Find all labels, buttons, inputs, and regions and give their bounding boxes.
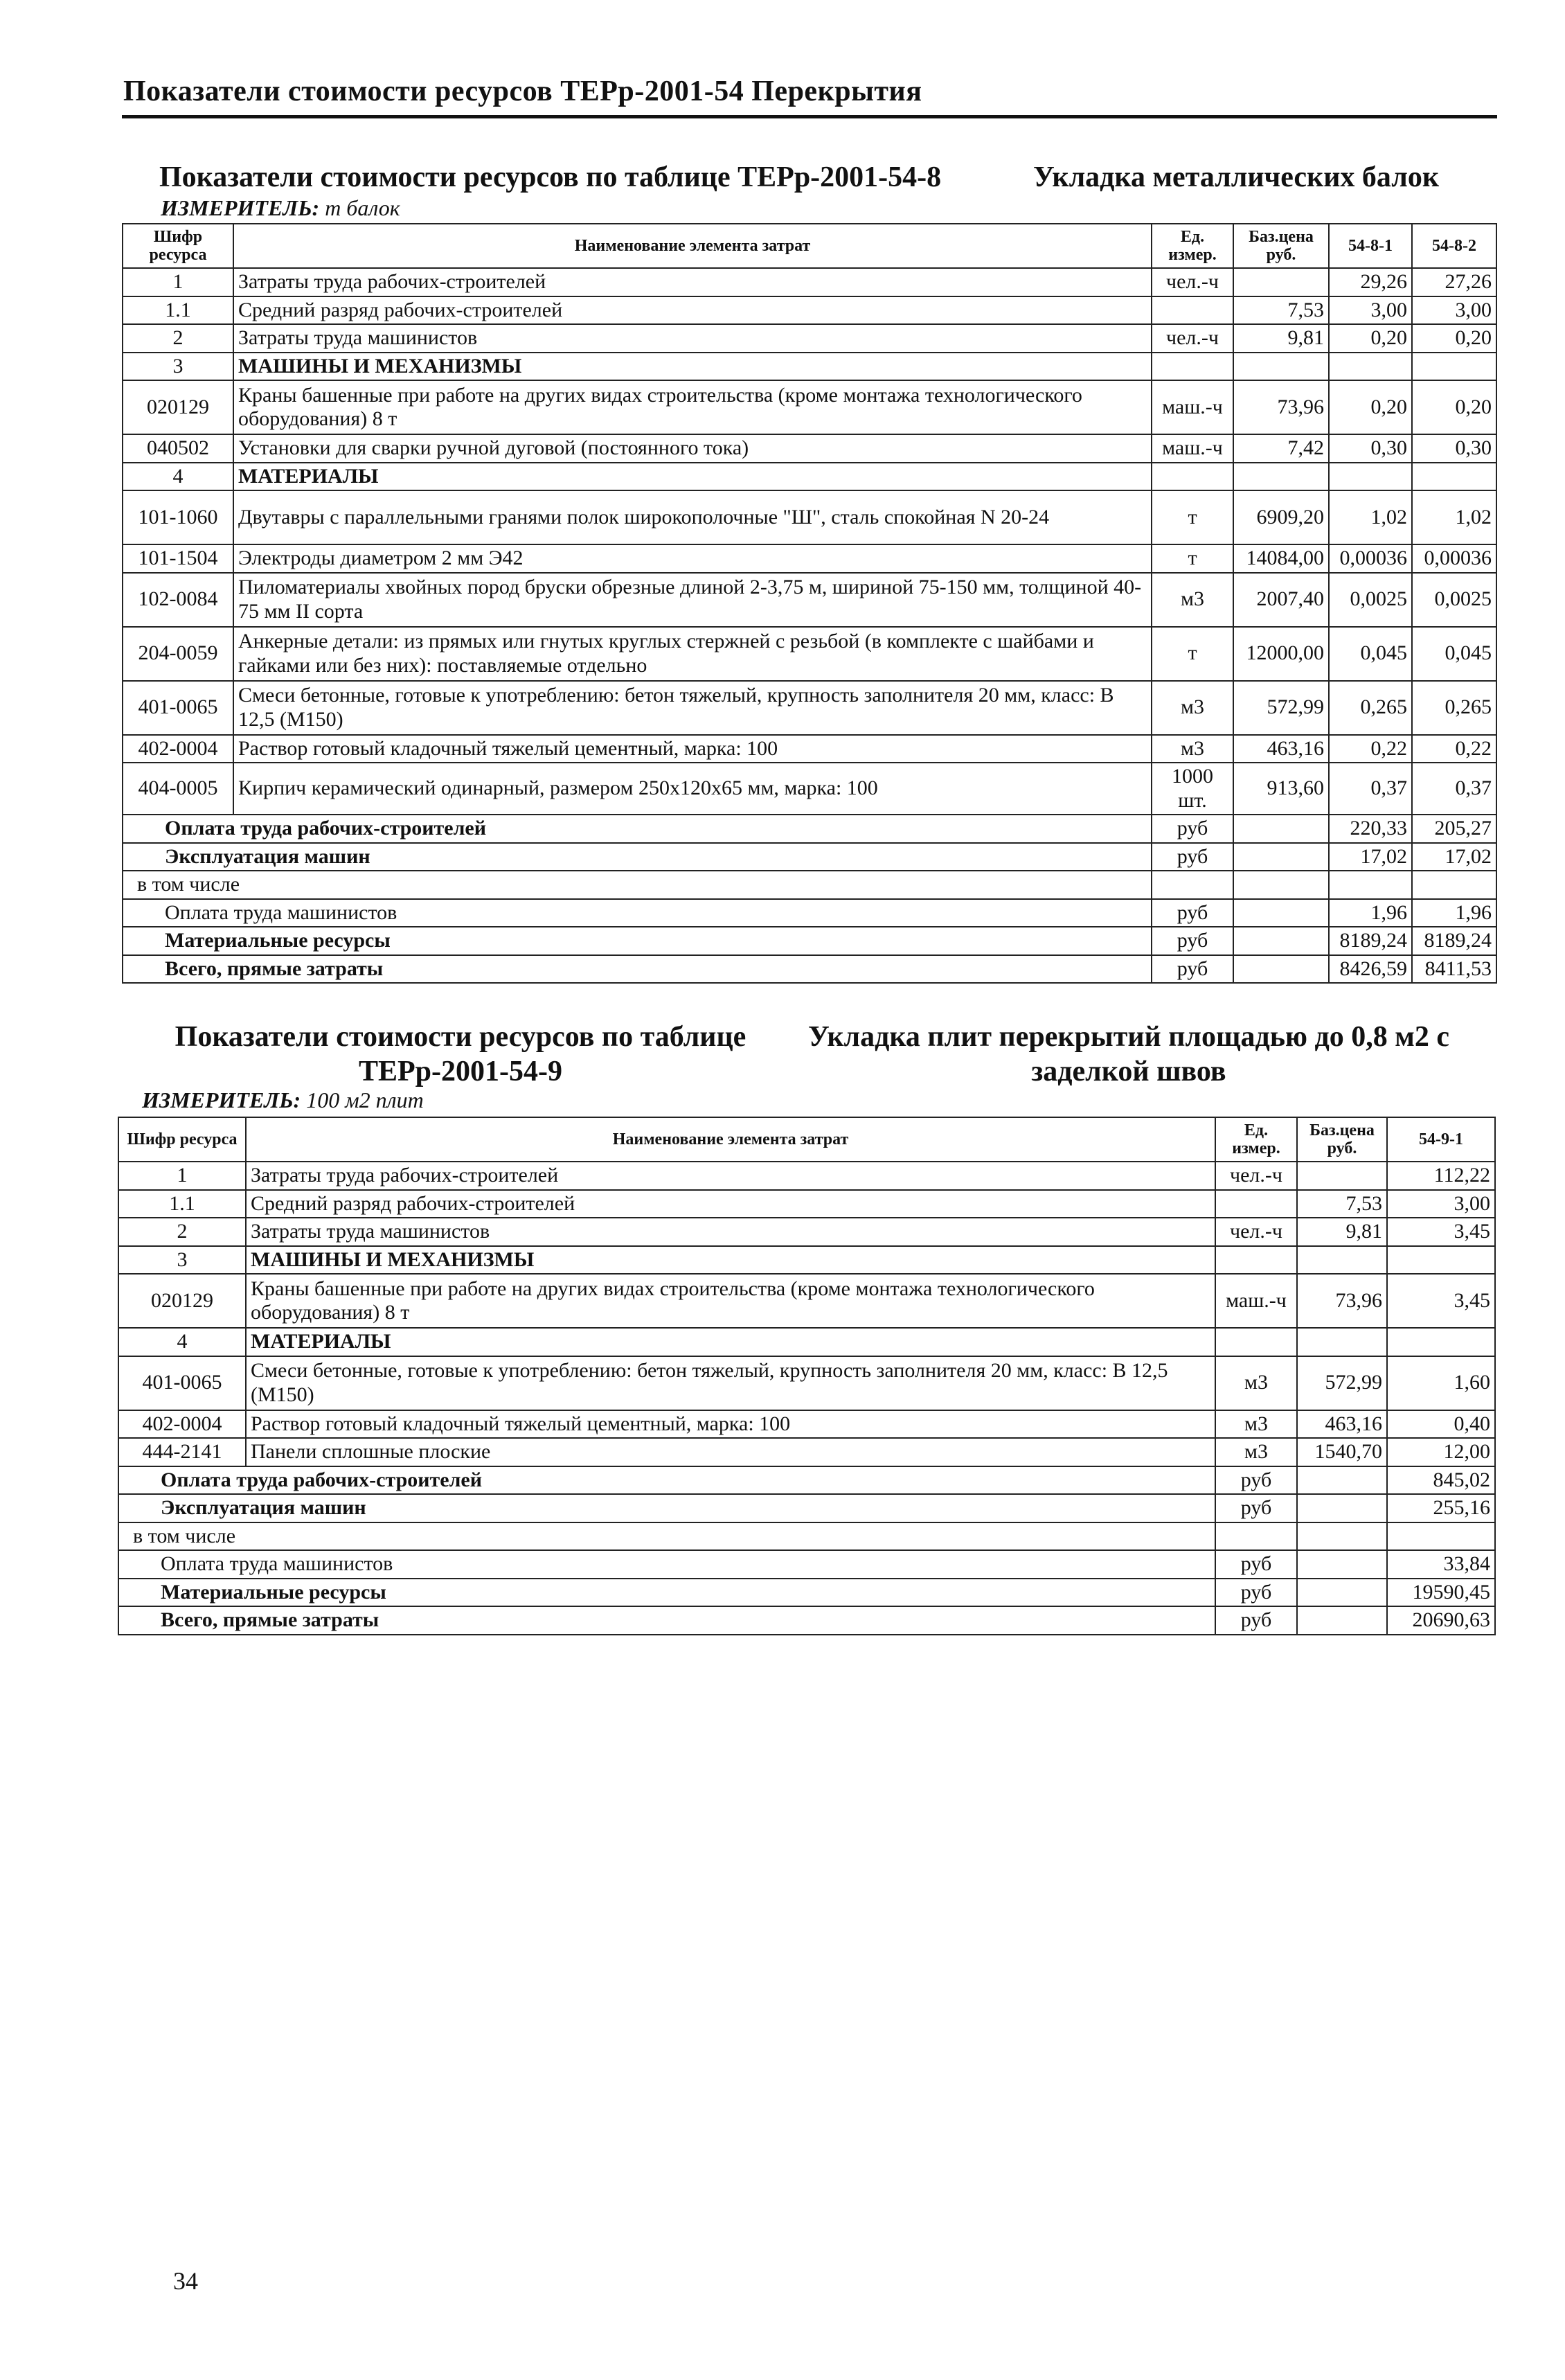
base-price [1233,463,1329,491]
cost-element-name: Анкерные детали: из прямых или гнутых круглых стержней с резьбой (в комплекте с шайбами и гайками или без них): поставляемые отдельно [233,627,1152,681]
norm-value: 29,26 [1329,268,1412,296]
cost-element-name: Краны башенные при работе на других видах строительства (кроме монтажа технологического оборудования) 8 т [246,1274,1215,1328]
summary-label: Оплата труда машинистов [118,1550,1215,1579]
table-row [118,1246,1495,1275]
resource-table-54-8 [122,223,1497,984]
cost-element-name: МАТЕРИАЛЫ [246,1328,1215,1356]
unit-of-measure: чел.-ч [1215,1218,1297,1246]
table-row [118,1328,1495,1356]
summary-value: 255,16 [1387,1494,1495,1522]
summary-unit: руб [1215,1550,1297,1579]
table-row [123,434,1496,463]
measure-label: ИЗМЕРИТЕЛЬ: [142,1087,301,1112]
summary-label: Оплата труда рабочих-строителей [123,815,1152,843]
summary-row [118,1466,1495,1495]
summary-label: Всего, прямые затраты [123,955,1152,984]
summary-value: 17,02 [1412,843,1496,871]
summary-row [123,927,1496,955]
summary-row [118,1550,1495,1579]
cost-element-name: Смеси бетонные, готовые к употреблению: бетон тяжелый, крупность заполнителя 20 мм, класс: В 12,5 (М150) [246,1356,1215,1410]
summary-value: 19590,45 [1387,1579,1495,1607]
base-price: 73,96 [1297,1274,1387,1328]
table-row [123,735,1496,763]
summary-value: 205,27 [1412,815,1496,843]
unit-of-measure: т [1152,627,1233,681]
cost-element-name: Электроды диаметром 2 мм Э42 [233,544,1152,573]
table-row [123,544,1496,573]
summary-label: Оплата труда машинистов [123,899,1152,927]
norm-value: 0,265 [1412,681,1496,735]
table-row [118,1190,1495,1218]
summary-unit: руб [1215,1466,1297,1495]
summary-label: Материальные ресурсы [123,927,1152,955]
norm-value: 0,20 [1412,380,1496,434]
norm-value: 1,60 [1387,1356,1495,1410]
column-header: Баз.цена руб. [1233,224,1329,268]
norm-value: 3,45 [1387,1218,1495,1246]
norm-value: 0,045 [1412,627,1496,681]
table-row [123,573,1496,627]
base-price [1233,268,1329,296]
summary-row [118,1494,1495,1522]
norm-value: 12,00 [1387,1438,1495,1466]
table-row [118,1162,1495,1190]
table-row [123,268,1496,296]
unit-of-measure: т [1152,544,1233,573]
resource-code: 3 [118,1246,246,1275]
table-row [123,763,1496,815]
unit-of-measure: 1000 шт. [1152,763,1233,815]
summary-empty-cell [1233,899,1329,927]
resource-code: 1 [118,1162,246,1190]
resource-code: 402-0004 [118,1410,246,1439]
summary-unit: руб [1152,843,1233,871]
summary-row [123,899,1496,927]
base-price: 913,60 [1233,763,1329,815]
cost-element-name: Затраты труда машинистов [246,1218,1215,1246]
summary-value: 845,02 [1387,1466,1495,1495]
column-header: Шифр ресурса [118,1117,246,1162]
summary-value: 220,33 [1329,815,1412,843]
summary-value: 33,84 [1387,1550,1495,1579]
summary-unit [1215,1522,1297,1551]
resource-code: 2 [123,324,233,353]
section-1-subtitle: Укладка металлических балок [1033,161,1440,193]
summary-empty-cell [1297,1494,1387,1522]
unit-of-measure: чел.-ч [1215,1162,1297,1190]
cost-element-name: Установки для сварки ручной дуговой (постоянного тока) [233,434,1152,463]
summary-value [1329,871,1412,899]
column-header: Шифр ресурса [123,224,233,268]
summary-unit: руб [1152,955,1233,984]
summary-label: Эксплуатация машин [118,1494,1215,1522]
section-1-title: Показатели стоимости ресурсов по таблице ТЕРр-2001-54-8 [159,161,942,193]
summary-unit: руб [1215,1579,1297,1607]
section-2-title [149,1020,772,1090]
summary-unit [1152,871,1233,899]
norm-value: 0,30 [1329,434,1412,463]
base-price: 1540,70 [1297,1438,1387,1466]
measure-value: т балок [325,195,400,220]
base-price: 572,99 [1233,681,1329,735]
measure-value: 100 м2 плит [306,1087,424,1112]
unit-of-measure: м3 [1152,573,1233,627]
summary-value: 20690,63 [1387,1606,1495,1635]
base-price: 73,96 [1233,380,1329,434]
summary-empty-cell [1233,955,1329,984]
table-header-row [118,1117,1495,1162]
cost-element-name: Панели сплошные плоские [246,1438,1215,1466]
base-price: 7,42 [1233,434,1329,463]
resource-code: 402-0004 [123,735,233,763]
table-row [123,627,1496,681]
norm-value: 0,265 [1329,681,1412,735]
resource-code: 401-0065 [118,1356,246,1410]
summary-row [123,955,1496,984]
table-row [123,681,1496,735]
summary-value: 8189,24 [1412,927,1496,955]
table-row [123,490,1496,544]
table-row [123,324,1496,353]
base-price: 12000,00 [1233,627,1329,681]
cost-element-name: Средний разряд рабочих-строителей [233,296,1152,325]
column-header: 54-8-2 [1412,224,1496,268]
norm-value [1412,353,1496,381]
unit-of-measure [1215,1190,1297,1218]
norm-value: 0,40 [1387,1410,1495,1439]
norm-value: 27,26 [1412,268,1496,296]
summary-unit: руб [1152,815,1233,843]
table-row [123,353,1496,381]
summary-empty-cell [1233,927,1329,955]
unit-of-measure: маш.-ч [1152,434,1233,463]
resource-code: 404-0005 [123,763,233,815]
section-1-measure [161,195,400,221]
cost-element-name: МАТЕРИАЛЫ [233,463,1152,491]
summary-unit: руб [1215,1494,1297,1522]
resource-code: 2 [118,1218,246,1246]
norm-value: 0,22 [1412,735,1496,763]
summary-unit: руб [1152,927,1233,955]
column-header: Ед. измер. [1152,224,1233,268]
norm-value: 0,00036 [1329,544,1412,573]
summary-label: Эксплуатация машин [123,843,1152,871]
norm-value: 0,0025 [1412,573,1496,627]
section-2-measure [142,1087,424,1113]
cost-element-name: Раствор готовый кладочный тяжелый цементный, марка: 100 [246,1410,1215,1439]
header-rule [122,115,1497,118]
unit-of-measure: маш.-ч [1152,380,1233,434]
base-price: 7,53 [1233,296,1329,325]
summary-row [118,1522,1495,1551]
table-row [118,1410,1495,1439]
table-row [118,1218,1495,1246]
summary-value [1387,1522,1495,1551]
unit-of-measure: м3 [1152,681,1233,735]
base-price [1297,1246,1387,1275]
norm-value: 3,45 [1387,1274,1495,1328]
norm-value [1329,463,1412,491]
cost-element-name: Средний разряд рабочих-строителей [246,1190,1215,1218]
summary-value: 8426,59 [1329,955,1412,984]
base-price: 463,16 [1233,735,1329,763]
norm-value: 3,00 [1387,1190,1495,1218]
column-header: Наименование элемента затрат [246,1117,1215,1162]
resource-code: 040502 [123,434,233,463]
measure-label: ИЗМЕРИТЕЛЬ: [161,195,320,220]
norm-value: 3,00 [1329,296,1412,325]
summary-row [118,1606,1495,1635]
resource-code: 4 [118,1328,246,1356]
cost-element-name: Кирпич керамический одинарный, размером 250x120x65 мм, марка: 100 [233,763,1152,815]
norm-value [1387,1328,1495,1356]
table-row [123,380,1496,434]
summary-empty-cell [1297,1522,1387,1551]
unit-of-measure: маш.-ч [1215,1274,1297,1328]
base-price: 6909,20 [1233,490,1329,544]
table-row [118,1356,1495,1410]
unit-of-measure: чел.-ч [1152,268,1233,296]
unit-of-measure: м3 [1215,1438,1297,1466]
summary-row [123,871,1496,899]
unit-of-measure [1215,1246,1297,1275]
resource-code: 204-0059 [123,627,233,681]
table-row [123,296,1496,325]
table-row [118,1438,1495,1466]
unit-of-measure [1152,353,1233,381]
cost-element-name: Затраты труда рабочих-строителей [233,268,1152,296]
resource-code: 3 [123,353,233,381]
resource-code: 444-2141 [118,1438,246,1466]
base-price: 572,99 [1297,1356,1387,1410]
summary-value: 8411,53 [1412,955,1496,984]
cost-element-name: Смеси бетонные, готовые к употреблению: бетон тяжелый, крупность заполнителя 20 мм, класс: В 12,5 (М150) [233,681,1152,735]
norm-value: 0,20 [1329,380,1412,434]
norm-value: 0,37 [1329,763,1412,815]
summary-empty-cell [1233,843,1329,871]
unit-of-measure: м3 [1215,1356,1297,1410]
running-header: Показатели стоимости ресурсов ТЕРр-2001-54 Перекрытия [123,76,922,107]
column-header: Наименование элемента затрат [233,224,1152,268]
base-price: 2007,40 [1233,573,1329,627]
summary-empty-cell [1297,1466,1387,1495]
norm-value: 112,22 [1387,1162,1495,1190]
norm-value: 1,02 [1329,490,1412,544]
summary-value [1412,871,1496,899]
base-price: 7,53 [1297,1190,1387,1218]
norm-value: 3,00 [1412,296,1496,325]
unit-of-measure [1152,296,1233,325]
summary-empty-cell [1297,1550,1387,1579]
norm-value: 0,0025 [1329,573,1412,627]
summary-label: в том числе [123,871,1152,899]
summary-unit: руб [1152,899,1233,927]
unit-of-measure: м3 [1152,735,1233,763]
resource-code: 020129 [123,380,233,434]
norm-value: 0,20 [1329,324,1412,353]
summary-empty-cell [1297,1579,1387,1607]
resource-code: 102-0084 [123,573,233,627]
norm-value: 0,37 [1412,763,1496,815]
summary-label: в том числе [118,1522,1215,1551]
summary-row [123,843,1496,871]
resource-code: 4 [123,463,233,491]
column-header: Ед. измер. [1215,1117,1297,1162]
section-2-subtitle-text: Укладка плит перекрытий площадью до 0,8 м2 с заделкой швов [807,1021,1450,1088]
cost-element-name: МАШИНЫ И МЕХАНИЗМЫ [246,1246,1215,1275]
base-price [1297,1328,1387,1356]
norm-value: 0,00036 [1412,544,1496,573]
resource-code: 1.1 [118,1190,246,1218]
unit-of-measure: м3 [1215,1410,1297,1439]
cost-element-name: Затраты труда рабочих-строителей [246,1162,1215,1190]
resource-code: 101-1504 [123,544,233,573]
column-header: 54-8-1 [1329,224,1412,268]
cost-element-name: Двутавры с параллельными гранями полок широкополочные "Ш", сталь спокойная N 20-24 [233,490,1152,544]
summary-label: Всего, прямые затраты [118,1606,1215,1635]
resource-code: 1 [123,268,233,296]
section-2-title-text: Показатели стоимости ресурсов по таблице ТЕРр-2001-54-9 [175,1021,746,1088]
cost-element-name: Раствор готовый кладочный тяжелый цементный, марка: 100 [233,735,1152,763]
norm-value: 0,22 [1329,735,1412,763]
cost-element-name: Затраты труда машинистов [233,324,1152,353]
norm-value: 0,045 [1329,627,1412,681]
summary-value: 17,02 [1329,843,1412,871]
unit-of-measure [1152,463,1233,491]
base-price: 14084,00 [1233,544,1329,573]
section-2-subtitle [796,1020,1461,1090]
table-row [123,463,1496,491]
table-header-row [123,224,1496,268]
summary-unit: руб [1215,1606,1297,1635]
summary-row [118,1579,1495,1607]
unit-of-measure [1215,1328,1297,1356]
summary-empty-cell [1233,871,1329,899]
page-number: 34 [173,2267,198,2295]
norm-value [1412,463,1496,491]
column-header: Баз.цена руб. [1297,1117,1387,1162]
norm-value: 0,30 [1412,434,1496,463]
resource-table-54-9 [118,1117,1496,1635]
cost-element-name: Пиломатериалы хвойных пород бруски обрезные длиной 2-3,75 м, шириной 75-150 мм, толщиной 40-75 мм II сорта [233,573,1152,627]
cost-element-name: Краны башенные при работе на других видах строительства (кроме монтажа технологического оборудования) 8 т [233,380,1152,434]
norm-value [1329,353,1412,381]
cost-element-name: МАШИНЫ И МЕХАНИЗМЫ [233,353,1152,381]
table-row [118,1274,1495,1328]
column-header: 54-9-1 [1387,1117,1495,1162]
summary-row [123,815,1496,843]
base-price [1297,1162,1387,1190]
summary-value: 1,96 [1329,899,1412,927]
norm-value [1387,1246,1495,1275]
norm-value: 0,20 [1412,324,1496,353]
summary-empty-cell [1233,815,1329,843]
summary-label: Оплата труда рабочих-строителей [118,1466,1215,1495]
base-price: 9,81 [1233,324,1329,353]
summary-empty-cell [1297,1606,1387,1635]
base-price: 463,16 [1297,1410,1387,1439]
summary-label: Материальные ресурсы [118,1579,1215,1607]
summary-value: 1,96 [1412,899,1496,927]
base-price [1233,353,1329,381]
resource-code: 020129 [118,1274,246,1328]
unit-of-measure: т [1152,490,1233,544]
unit-of-measure: чел.-ч [1152,324,1233,353]
resource-code: 101-1060 [123,490,233,544]
norm-value: 1,02 [1412,490,1496,544]
base-price: 9,81 [1297,1218,1387,1246]
resource-code: 401-0065 [123,681,233,735]
resource-code: 1.1 [123,296,233,325]
summary-value: 8189,24 [1329,927,1412,955]
